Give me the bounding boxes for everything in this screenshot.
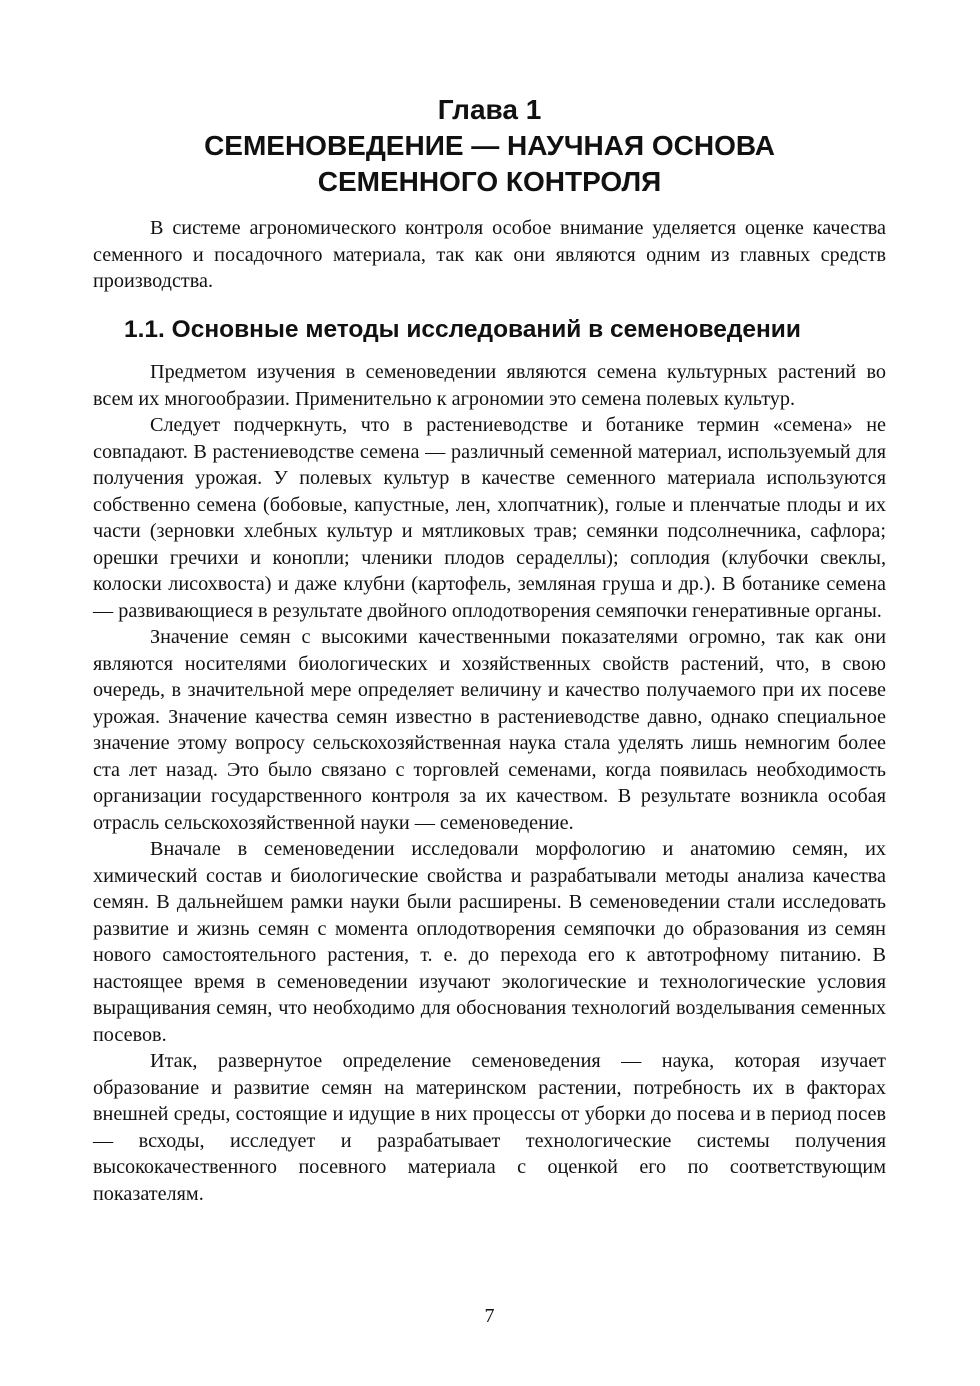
body-paragraph-2: Следует подчеркнуть, что в растениеводстве и ботанике термин «семена» не совпадают. В растениеводстве семена — различный семенной материал, используемый для получения урожая. У полевых культур в качестве семенного материала используются собственно семена (бобовые, капустные, лен, хлопчатник), голые и пленчатые плоды и их части (зерновки хлебных культур и мятликовых трав; семянки подсолнечника, сафлора; орешки гречихи и конопли; членики плодов сераделлы); соплодия (клубочки свеклы, колоски лисохвоста) и даже клубни (картофель, земляная груша и др.). В ботанике семена — развивающиеся в результате двойного оплодотворения семяпочки генеративные органы. <box>93 414 886 622</box>
chapter-intro <box>93 215 886 295</box>
chapter-title-line-2: СЕМЕННОГО КОНТРОЛЯ <box>317 166 662 197</box>
section-title: 1.1. Основные методы исследований в семеноведении <box>124 316 801 343</box>
body-paragraph-5: Итак, развернутое определение семеноведения — наука, которая изучает образование и развитие семян на материнском растении, потребность их в факторах внешней среды, состоящие и идущие в них процессы от уборки до посева и в период посев — всходы, исследует и разрабатывает технологические системы получения высококачественного посевного материала с оценкой его по соответствующим показателям. <box>93 1050 886 1205</box>
section-body <box>93 359 886 1207</box>
intro-paragraph: В системе агрономического контроля особое внимание уделяется оценке качества семенного и посадочного материала, так как они являются одним из главных средств производства. <box>93 217 886 292</box>
chapter-label: Глава 1 <box>437 94 542 125</box>
body-paragraph-4: Вначале в семеноведении исследовали морфологию и анатомию семян, их химический состав и биологические свойства и разрабатывали методы анализа качества семян. В дальнейшем рамки науки были расширены. В семеноведении стали исследовать развитие и жизнь семян с момента оплодотворения семяпочки до образования из семян нового самостоятельного растения, т. е. до перехода его к автотрофному питанию. В настоящее время в семеноведении изучают экологические и технологические условия выращивания семян, что необходимо для обоснования технологий возделывания семенных посевов. <box>93 838 886 1046</box>
chapter-title-line-1: СЕМЕНОВЕДЕНИЕ — НАУЧНАЯ ОСНОВА <box>204 130 775 161</box>
chapter-heading <box>93 92 886 200</box>
page-number: 7 <box>484 1305 495 1327</box>
body-paragraph-3: Значение семян с высокими качественными показателями огромно, так как они являются носителями биологических и хозяйственных свойств растений, что, в свою очередь, в значительной мере определяет величину и качество получаемого при их посеве урожая. Значение качества семян известно в растениеводстве давно, однако специальное значение этому вопросу сельскохозяйственная наука стала уделять лишь немногим более ста лет назад. Это было связано с торговлей семенами, когда появилась необходимость организации государственного контроля за их качеством. В результате возникла особая отрасль сельскохозяйственной науки — семеноведение. <box>93 626 886 834</box>
body-paragraph-1: Предметом изучения в семеноведении являются семена культурных растений во всем их многообразии. Применительно к агрономии это семена полевых культур. <box>93 361 886 410</box>
